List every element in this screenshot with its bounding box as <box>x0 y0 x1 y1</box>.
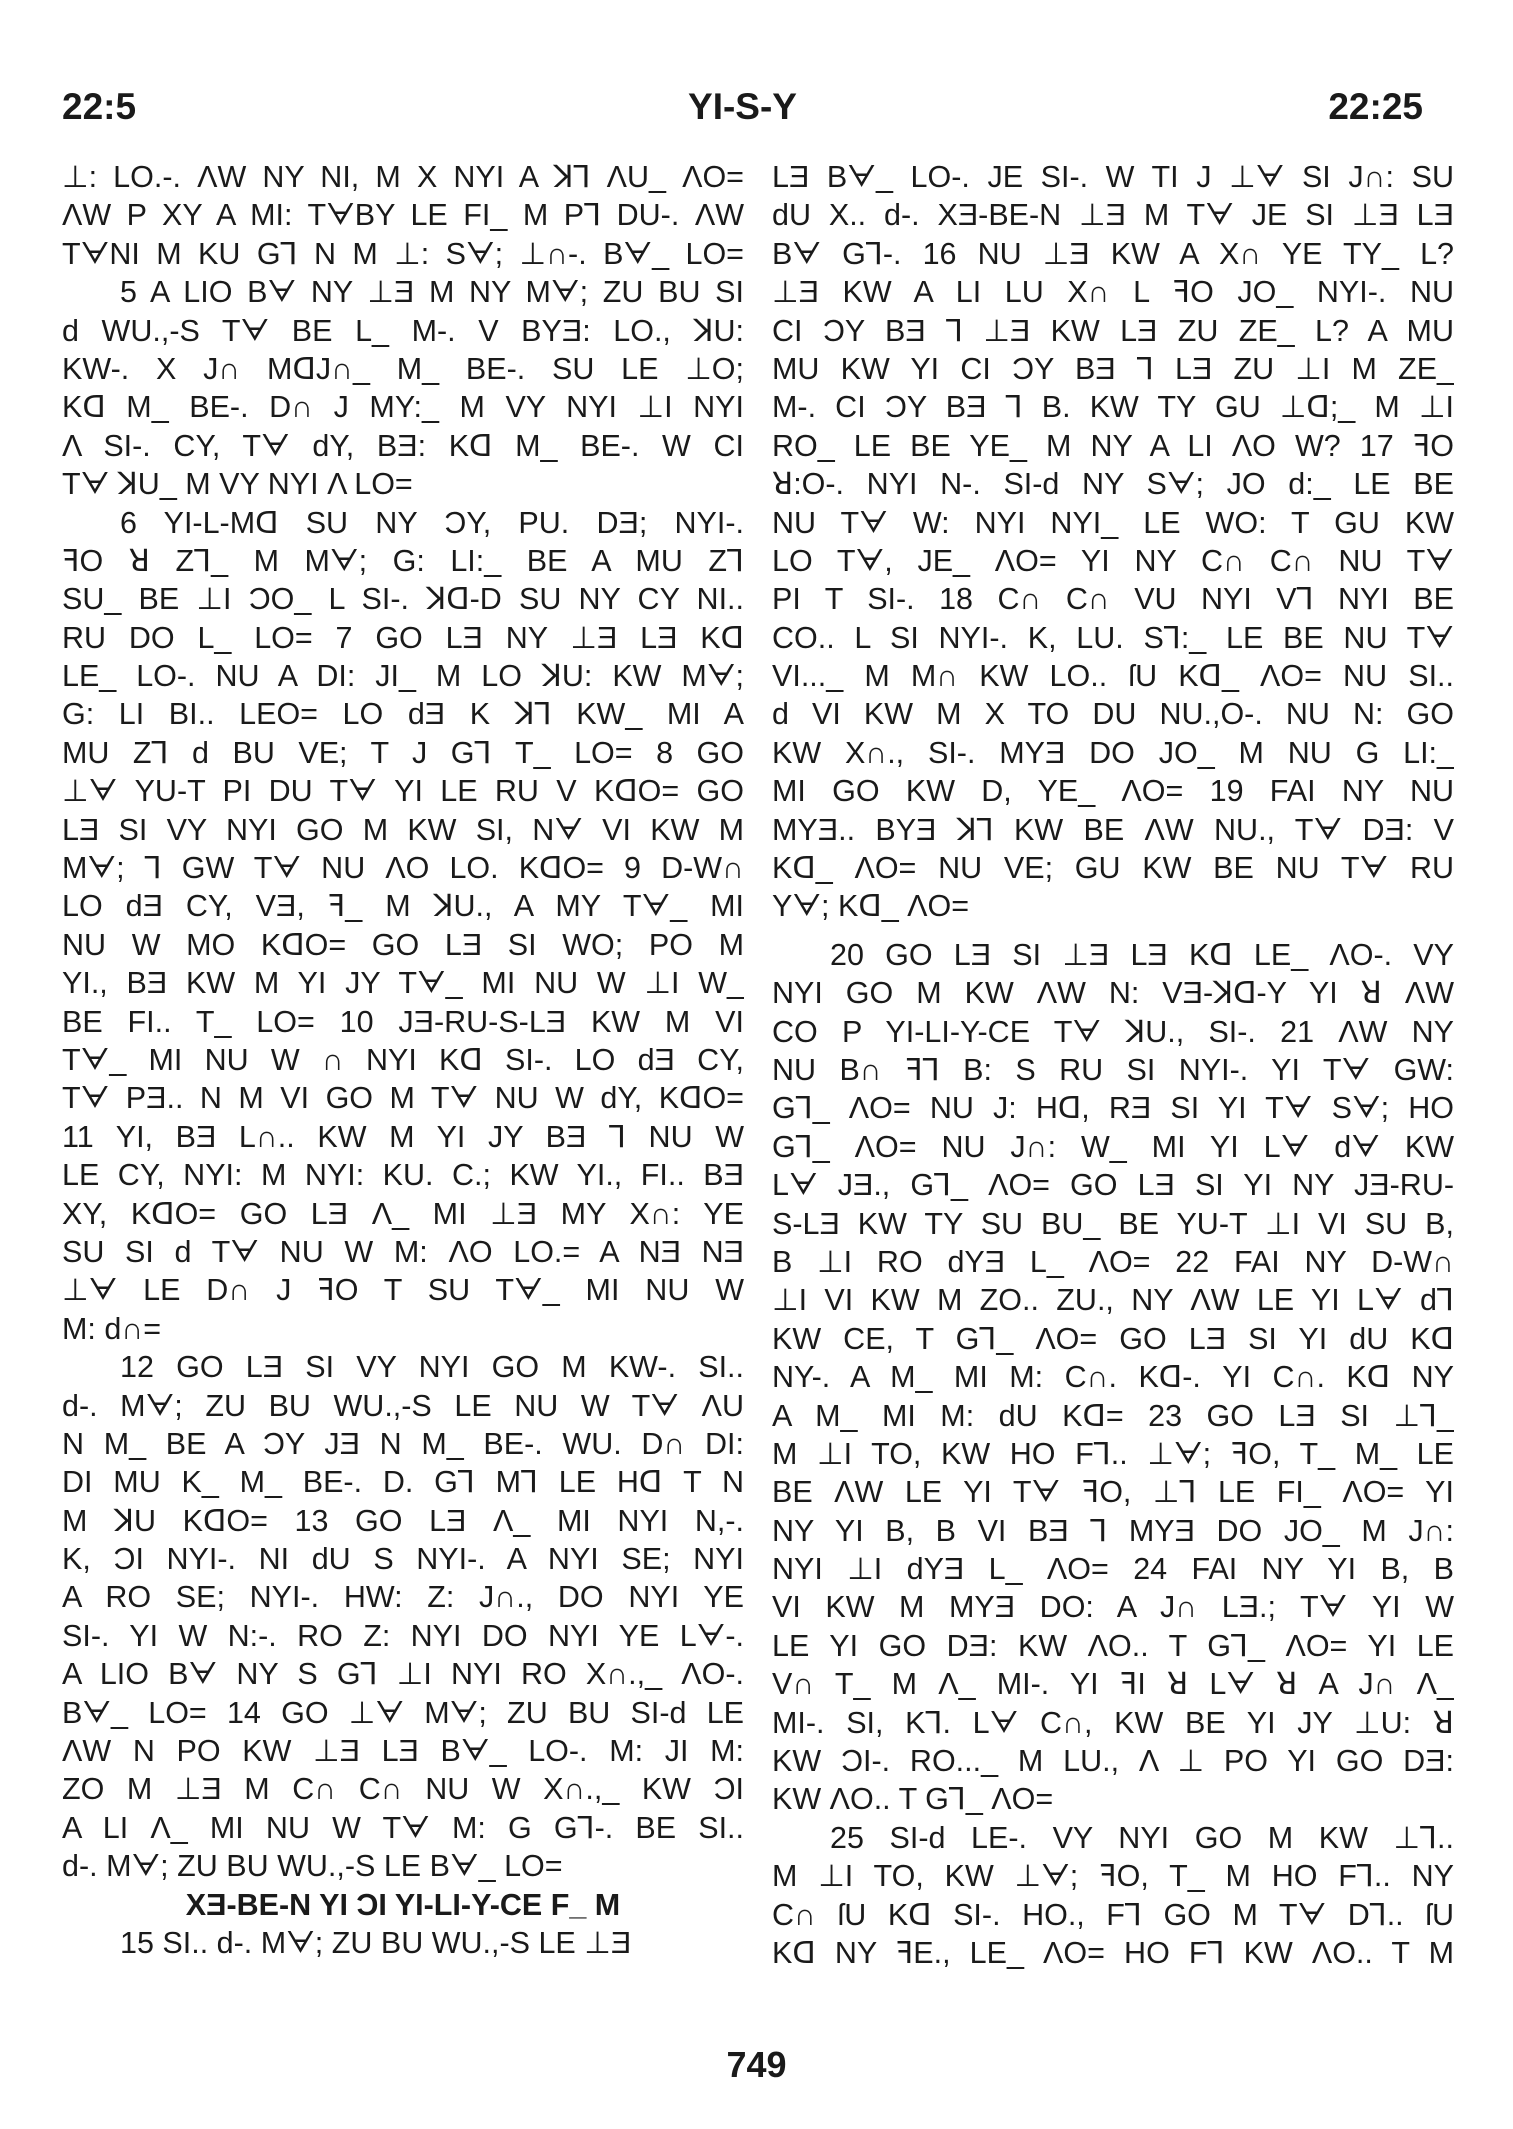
text-line: KW ΛO.. T Gꓶ_ ΛO= <box>772 1782 1054 1817</box>
paragraph-gap <box>772 926 1454 936</box>
text-line: KW-. X J∩ MꓷJ∩_ M_ BE-. SU LE ⊥O; <box>62 351 744 386</box>
header-right-reference: 22:25 <box>1328 86 1423 127</box>
text-line: A RO SE; NYI-. HW: Z: J∩., DO NYI YE <box>62 1580 744 1615</box>
text-line: 6 YI-L-Mꓷ SU NY ƆY, PU. DƎ; NYI-. <box>120 505 744 540</box>
text-line: N M_ BE A ƆY JƎ N M_ BE-. WU. D∩ DI: <box>62 1426 744 1461</box>
text-line: ⊥Ǝ KW A LI LU X∩ L ꟻO JO_ NYI-. NU <box>772 275 1454 310</box>
text-line: LE YI GO DƎ: KW ΛO.. T Gꓶ_ ΛO= YI LE <box>772 1628 1454 1663</box>
text-line: CO.. L SI NYI-. K, LU. Sꓶ:_ LE BE NU Tᗄ <box>772 620 1454 655</box>
text-line: A M_ MI M: dU Kꓷ= 23 GO LƎ SI ⊥ꓶ_ <box>772 1398 1454 1433</box>
text-line: Bᗄ Gꓶ-. 16 NU ⊥Ǝ KW A X∩ YE TY_ L? <box>772 236 1454 271</box>
paragraph-15 <box>62 1924 744 1962</box>
text-line: LO Tᗄ, JE_ ΛO= YI NY C∩ C∩ NU Tᗄ <box>772 543 1454 578</box>
paragraph-5 <box>62 158 744 504</box>
text-line: Tᗄ ꓘU_ M VY NYI Λ LO= <box>62 467 413 502</box>
text-line: Gꓶ_ ΛO= NU J: Hꓷ, RƎ SI YI Tᗄ Sᗄ; HO <box>772 1091 1454 1126</box>
text-line: NU W MO KꓷO= GO LƎ SI WO; PO M <box>62 927 744 962</box>
text-line: SU_ BE ⊥I ƆO_ L SI-. ꓘꓷ-D SU NY CY NI.. <box>62 582 744 617</box>
text-line: KW X∩., SI-. MYƎ DO JO_ M NU G LI:_ <box>772 735 1454 770</box>
text-line: ⊥: LO.-. ΛW NY NI, M X NYI A ꓘꓶ ΛU_ ΛO= <box>62 160 744 194</box>
text-line: NU Tᗄ W: NYI NYI_ LE WO: T GU KW <box>772 505 1454 540</box>
text-line: CI ƆY BƎ ꓶ ⊥Ǝ KW LƎ ZU ZE_ L? A MU <box>772 313 1454 348</box>
text-line: Bᗄ_ LO= 14 GO ⊥ᗄ Mᗄ; ZU BU SI-d LE <box>62 1695 744 1730</box>
text-line: MI GO KW D, YE_ ΛO= 19 FAI NY NU <box>772 774 1454 809</box>
text-line: d-. Mᗄ; ZU BU WU.,-S LE NU W Tᗄ ΛU <box>62 1388 744 1423</box>
text-line: M-. CI ƆY BƎ ꓶ B. KW TY GU ⊥ꓷ;_ M ⊥I <box>772 390 1454 425</box>
text-line: KW CE, T Gꓶ_ ΛO= GO LƎ SI YI dU Kꓷ <box>772 1321 1454 1356</box>
text-line: ΛW N PO KW ⊥Ǝ LƎ Bᗄ_ LO-. M: JI M: <box>62 1734 744 1769</box>
text-line: 25 SI-d LE-. VY NYI GO M KW ⊥ꓶ.. <box>830 1820 1454 1855</box>
header-title: YI-S-Y <box>688 86 797 127</box>
text-line: ꓤ:O-. NYI N-. SI-d NY Sᗄ; JO d:_ LE BE <box>772 467 1454 502</box>
text-line: A LIO Bᗄ NY S Gꓶ ⊥I NYI RO X∩.,_ ΛO-. <box>62 1657 744 1692</box>
text-line: Λ SI-. CY, Tᗄ dY, BƎ: Kꓷ M_ BE-. W CI <box>62 428 744 463</box>
text-line: KW ƆI-. RO..._ M LU., Λ ⊥ PO YI GO DƎ: <box>772 1744 1454 1779</box>
text-line: M: d∩= <box>62 1311 162 1346</box>
text-line: A LI Λ_ MI NU W Tᗄ M: G Gꓶ-. BE SI.. <box>62 1810 744 1845</box>
text-line: C∩ ſU Kꓷ SI-. HO., Fꓶ GO M Tᗄ Dꓶ.. ſU <box>772 1897 1454 1932</box>
text-line: 15 SI.. d-. Mᗄ; ZU BU WU.,-S LE ⊥Ǝ <box>120 1925 632 1960</box>
text-line: d-. Mᗄ; ZU BU WU.,-S LE Bᗄ_ LO= <box>62 1849 563 1884</box>
text-line: Mᗄ; ꓶ GW Tᗄ NU ΛO LO. KꓷO= 9 D-W∩ <box>62 851 744 886</box>
text-line: M ⊥I TO, KW HO Fꓶ.. ⊥ᗄ; ꟻO, T_ M_ LE <box>772 1436 1454 1471</box>
text-line: NYI GO M KW ΛW N: VƎ-ꓘꓷ-Y YI ꓤ ΛW <box>772 976 1454 1011</box>
text-line: B ⊥I RO dYƎ L_ ΛO= 22 FAI NY D-W∩ <box>772 1244 1454 1279</box>
text-line: ⊥ᗄ YU-T PI DU Tᗄ YI LE RU V KꓷO= GO <box>62 774 744 809</box>
text-line: NY YI B, B VI BƎ ꓶ MYƎ DO JO_ M J∩: <box>772 1513 1454 1548</box>
text-line: 5 A LIO Bᗄ NY ⊥Ǝ M NY Mᗄ; ZU BU SI <box>120 275 744 310</box>
text-line: CO P YI-LI-Y-CE Tᗄ ꓘU., SI-. 21 ΛW NY <box>772 1014 1454 1049</box>
text-line: LƎ Bᗄ_ LO-. JE SI-. W TI J ⊥ᗄ SI J∩: SU <box>772 160 1454 194</box>
text-line: VI KW M MYƎ DO: A J∩ LƎ.; Tᗄ YI W <box>772 1590 1454 1625</box>
text-line: SU SI d Tᗄ NU W M: ΛO LO.= A NƎ NƎ <box>62 1234 744 1269</box>
header-left-reference: 22:5 <box>62 86 137 127</box>
left-column <box>62 158 744 1962</box>
text-line: dU X.. d-. XƎ-BE-N ⊥Ǝ M Tᗄ JE SI ⊥Ǝ LƎ <box>772 198 1454 233</box>
text-line: DI MU K_ M_ BE-. D. Gꓶ Mꓶ LE Hꓷ T N <box>62 1465 744 1500</box>
text-line: MI-. SI, Kꓶ. Lᗄ C∩, KW BE YI JY ⊥U: ꓤ <box>772 1705 1454 1740</box>
text-line: Yᗄ; Kꓷ_ ΛO= <box>772 889 970 924</box>
paragraph-25 <box>772 1819 1454 1973</box>
text-line: MU Zꓶ d BU VE; T J Gꓶ T_ LO= 8 GO <box>62 735 744 770</box>
text-line: RU DO L_ LO= 7 GO LƎ NY ⊥Ǝ LƎ Kꓷ <box>62 620 744 655</box>
text-line: XY, KꓷO= GO LƎ Λ_ MI ⊥Ǝ MY X∩: YE <box>62 1196 744 1231</box>
section-heading: XƎ-BE-N YI ƆI YI-LI-Y-CE F_ M <box>185 1887 621 1922</box>
text-line: M ꓘU KꓷO= 13 GO LƎ Λ_ MI NYI N,-. <box>62 1503 744 1538</box>
text-line: BE FI.. T_ LO= 10 JƎ-RU-S-LƎ KW M VI <box>62 1004 744 1039</box>
text-line: M ⊥I TO, KW ⊥ᗄ; ꟻO, T_ M HO Fꓶ.. NY <box>772 1859 1454 1894</box>
paragraph-20 <box>772 936 1454 1819</box>
text-line: Kꓷ M_ BE-. D∩ J MY:_ M VY NYI ⊥I NYI <box>62 390 744 425</box>
text-line: Gꓶ_ ΛO= NU J∩: W_ MI YI Lᗄ dᗄ KW <box>772 1129 1454 1164</box>
text-line: LO dƎ CY, VƎ, ꟻ_ M ꓘU., A MY Tᗄ_ MI <box>62 889 744 924</box>
text-line: ⊥ᗄ LE D∩ J ꟻO T SU Tᗄ_ MI NU W <box>62 1273 744 1308</box>
page-number: 749 <box>726 2044 787 2085</box>
text-line: PI T SI-. 18 C∩ C∩ VU NYI Vꓶ NYI BE <box>772 582 1454 617</box>
paragraph-12 <box>62 1348 744 1885</box>
text-line: YI., BƎ KW M YI JY Tᗄ_ MI NU W ⊥I W_ <box>62 966 744 1001</box>
text-line: RO_ LE BE YE_ M NY A LI ΛO W? 17 ꟻO <box>772 428 1454 463</box>
text-line: G: LI BI.. LEO= LO dƎ K ꓘꓶ KW_ MI A <box>62 697 744 732</box>
text-line: Tᗄ_ MI NU W ∩ NYI Kꓷ SI-. LO dƎ CY, <box>62 1042 744 1077</box>
text-line: VI..._ M M∩ KW LO.. ſU Kꓷ_ ΛO= NU SI.. <box>772 659 1454 694</box>
text-line: Kꓷ NY ꟻE., LE_ ΛO= HO Fꓶ KW ΛO.. T M <box>772 1935 1454 1970</box>
running-header <box>62 86 1423 136</box>
text-line: 11 YI, BƎ L∩.. KW M YI JY BƎ ꓶ NU W <box>62 1119 744 1154</box>
text-line: NY-. A M_ MI M: C∩. Kꓷ-. YI C∩. Kꓷ NY <box>772 1360 1454 1395</box>
text-line: S-LƎ KW TY SU BU_ BE YU-T ⊥I VI SU B, <box>772 1206 1454 1241</box>
text-line: TᗄNI M KU Gꓶ N M ⊥: Sᗄ; ⊥∩-. Bᗄ_ LO= <box>62 236 744 271</box>
text-line: MYƎ.. BYƎ ꓘꓶ KW BE ΛW NU., Tᗄ DƎ: V <box>772 812 1454 847</box>
text-line: LƎ SI VY NYI GO M KW SI, Nᗄ VI KW M <box>62 812 744 847</box>
text-line: d VI KW M X TO DU NU.,O-. NU N: GO <box>772 697 1454 732</box>
text-line: ⊥I VI KW M ZO.. ZU., NY ΛW LE YI Lᗄ dꓶ <box>772 1283 1454 1318</box>
text-line: ZO M ⊥Ǝ M C∩ C∩ NU W X∩.,_ KW ƆI <box>62 1772 744 1807</box>
text-line: Tᗄ PƎ.. N M VI GO M Tᗄ NU W dY, KꓷO= <box>62 1081 744 1116</box>
text-line: 12 GO LƎ SI VY NYI GO M KW-. SI.. <box>120 1350 744 1385</box>
text-line: BE ΛW LE YI Tᗄ ꟻO, ⊥ꓶ LE FI_ ΛO= YI <box>772 1475 1454 1510</box>
text-line: LE_ LO-. NU A DI: JI_ M LO ꓘU: KW Mᗄ; <box>62 659 744 694</box>
text-line: Lᗄ JƎ., Gꓶ_ ΛO= GO LƎ SI YI NY JƎ-RU- <box>772 1168 1454 1203</box>
paragraph-6 <box>62 504 744 1349</box>
text-line: V∩ T_ M Λ_ MI-. YI ꟻI ꓤ Lᗄ ꓤ A J∩ Λ_ <box>772 1667 1454 1702</box>
text-line: LE CY, NYI: M NYI: KU. C.; KW YI., FI.. BƎ <box>62 1158 744 1193</box>
text-line: NYI ⊥I dYƎ L_ ΛO= 24 FAI NY YI B, B <box>772 1552 1454 1587</box>
text-line: SI-. YI W N:-. RO Z: NYI DO NYI YE Lᗄ-. <box>62 1618 744 1653</box>
text-line: ꟻO ꓤ Zꓶ_ M Mᗄ; G: LI:_ BE A MU Zꓶ <box>62 543 744 578</box>
text-line: ΛW P XY A MI: TᗄBY LE FI_ M Pꓶ DU-. ΛW <box>62 198 744 233</box>
paragraph-15-continued <box>772 158 1454 926</box>
text-line: d WU.,-S Tᗄ BE L_ M-. V BYƎ: LO., ꓘU: <box>62 313 744 348</box>
text-line: NU B∩ ꟻꓶ B: S RU SI NYI-. YI Tᗄ GW: <box>772 1052 1454 1087</box>
text-line: 20 GO LƎ SI ⊥Ǝ LƎ Kꓷ LE_ ΛO-. VY <box>830 937 1454 972</box>
text-line: K, ƆI NYI-. NI dU S NYI-. A NYI SE; NYI <box>62 1542 744 1577</box>
text-line: MU KW YI CI ƆY BƎ ꓶ LƎ ZU ⊥I M ZE_ <box>772 351 1454 386</box>
right-column <box>772 158 1454 1972</box>
text-line: Kꓷ_ ΛO= NU VE; GU KW BE NU Tᗄ RU <box>772 851 1454 886</box>
